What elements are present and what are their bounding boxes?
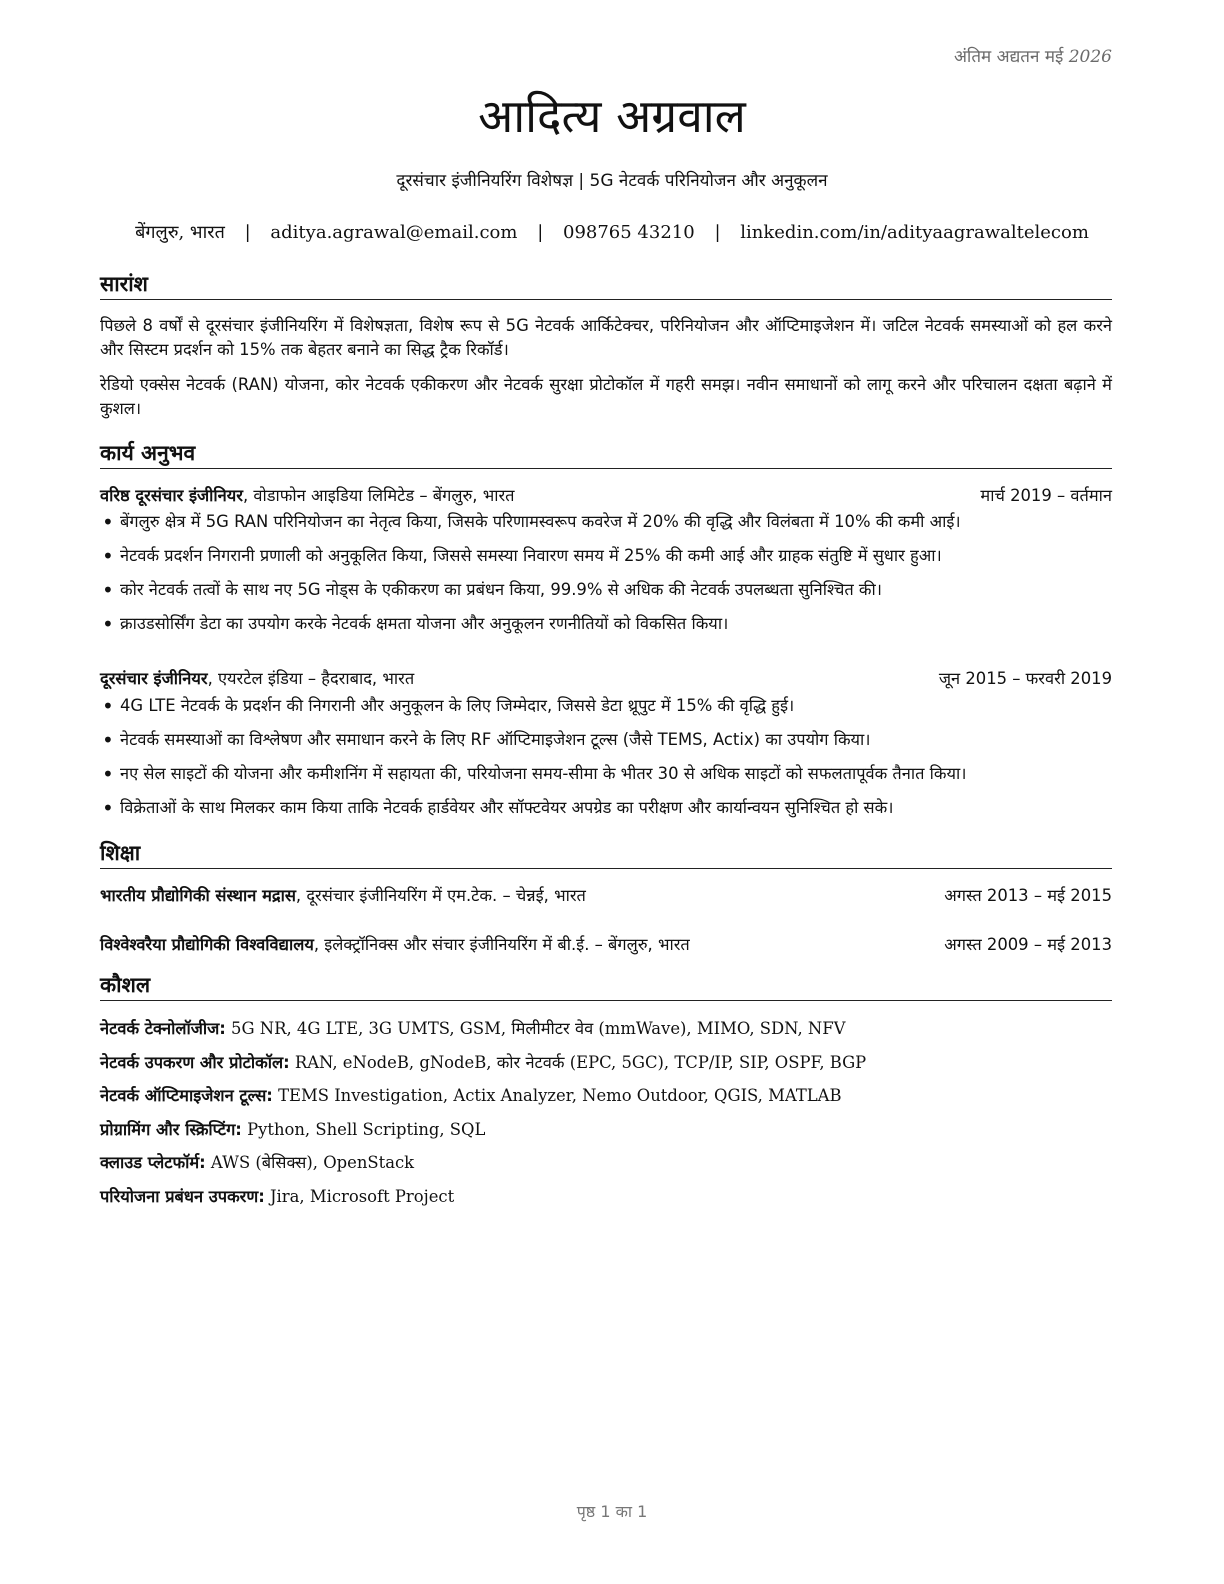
contact-email[interactable]: aditya.agrawal@email.com	[270, 222, 518, 243]
summary-paragraph: पिछले 8 वर्षों से दूरसंचार इंजीनियरिंग में विशेषज्ञता, विशेष रूप से 5G नेटवर्क आर्किटेक्चर, परिनियोजन और ऑप्टिमाइजेशन में। जटिल नेटवर्क समस्याओं को हल करने और सिस्टम प्रदर्शन को 15% तक बेहतर बनाने का सिद्ध ट्रैक रिकॉर्ड।	[100, 316, 1112, 359]
job-title: दूरसंचार इंजीनियर	[100, 669, 208, 688]
skill-label: नेटवर्क उपकरण और प्रोटोकॉल:	[100, 1052, 290, 1072]
list-item: • 4G LTE नेटवर्क के प्रदर्शन की निगरानी और अनुकूलन के लिए जिम्मेदार, जिससे डेटा थ्रूपुट में 15% की वृद्धि हुई।	[100, 689, 1112, 723]
skill-row	[100, 1079, 1112, 1113]
section-heading-experience: कार्य अनुभव	[100, 440, 1112, 469]
skill-label: नेटवर्क ऑप्टिमाइजेशन टूल्स:	[100, 1086, 273, 1106]
job-bullets	[100, 505, 1112, 641]
list-item: • विक्रेताओं के साथ मिलकर काम किया ताकि नेटवर्क हार्डवेयर और सॉफ्टवेयर अपग्रेड का परीक्षण और कार्यान्वयन सुनिश्चित हो सके।	[100, 791, 1112, 825]
education-dates: अगस्त 2013 – मई 2015	[944, 886, 1112, 905]
skill-label: परियोजना प्रबंधन उपकरण:	[100, 1186, 265, 1206]
section-heading-summary: सारांश	[100, 271, 1112, 300]
list-item: • बेंगलुरु क्षेत्र में 5G RAN परिनियोजन का नेतृत्व किया, जिसके परिणामस्वरूप कवरेज में 20% की वृद्धि और विलंबता में 10% की कमी आई।	[100, 505, 1112, 539]
skill-value: 5G NR, 4G LTE, 3G UMTS, GSM, मिलीमीटर वेव (mmWave), MIMO, SDN, NFV	[225, 1019, 846, 1038]
job-title: वरिष्ठ दूरसंचार इंजीनियर	[100, 486, 243, 505]
job-bullets	[100, 689, 1112, 825]
candidate-name: आदित्य अग्रवाल	[478, 89, 746, 143]
skill-label: प्रोग्रामिंग और स्क्रिप्टिंग:	[100, 1119, 242, 1139]
job-org: , वोडाफोन आइडिया लिमिटेड – बेंगलुरु, भारत	[242, 486, 515, 505]
job-header	[100, 483, 1112, 506]
education-entry	[100, 883, 1112, 906]
education-detail: , दूरसंचार इंजीनियरिंग में एम.टेक. – चेन्नई, भारत	[295, 886, 586, 905]
contact-separator: |	[537, 222, 544, 243]
skill-value: AWS (बेसिक्स), OpenStack	[205, 1153, 415, 1173]
contact-phone: 098765 43210	[563, 222, 695, 243]
education-institution: विश्वेश्वरैया प्रौद्योगिकी विश्वविद्यालय	[100, 935, 314, 954]
last-updated-year: 2026	[1068, 47, 1112, 67]
job-org: , एयरटेल इंडिया – हैदराबाद, भारत	[207, 669, 415, 688]
skill-value: Jira, Microsoft Project	[264, 1186, 455, 1206]
list-item: • कोर नेटवर्क तत्वों के साथ नए 5G नोड्स के एकीकरण का प्रबंधन किया, 99.9% से अधिक की नेटवर्क उपलब्धता सुनिश्चित की।	[100, 573, 1112, 607]
list-item: • नए सेल साइटों की योजना और कमीशनिंग में सहायता की, परियोजना समय-सीमा के भीतर 30 से अधिक साइटों को सफलतापूर्वक तैनात किया।	[100, 757, 1112, 791]
summary-paragraph: रेडियो एक्सेस नेटवर्क (RAN) योजना, कोर नेटवर्क एकीकरण और नेटवर्क सुरक्षा प्रोटोकॉल में गहरी समझ। नवीन समाधानों को लागू करने और परिचालन दक्षता बढ़ाने में कुशल।	[100, 375, 1112, 418]
skill-value: TEMS Investigation, Actix Analyzer, Nemo Outdoor, QGIS, MATLAB	[272, 1086, 842, 1106]
skills-list	[100, 1012, 1112, 1214]
skill-value: Python, Shell Scripting, SQL	[241, 1119, 486, 1139]
contact-line	[0, 220, 1224, 244]
skill-value: RAN, eNodeB, gNodeB, कोर नेटवर्क (EPC, 5GC), TCP/IP, SIP, OSPF, BGP	[289, 1052, 867, 1072]
education-detail: , इलेक्ट्रॉनिक्स और संचार इंजीनियरिंग में बी.ई. – बेंगलुरु, भारत	[313, 935, 690, 954]
education-institution: भारतीय प्रौद्योगिकी संस्थान मद्रास	[100, 886, 296, 905]
section-heading-education: शिक्षा	[100, 840, 1112, 869]
skill-row	[100, 1012, 1112, 1046]
last-updated-label: अंतिम अद्यतन मई	[953, 47, 1064, 67]
job-dates: जून 2015 – फरवरी 2019	[938, 669, 1112, 688]
skill-label: क्लाउड प्लेटफॉर्म:	[100, 1153, 206, 1173]
page-number: पृष्ठ 1 का 1	[576, 1502, 648, 1521]
contact-separator: |	[244, 222, 251, 243]
list-item: • नेटवर्क समस्याओं का विश्लेषण और समाधान करने के लिए RF ऑप्टिमाइजेशन टूल्स (जैसे TEMS, Actix) का उपयोग किया।	[100, 723, 1112, 757]
skill-row	[100, 1046, 1112, 1080]
skill-row	[100, 1113, 1112, 1147]
list-item: • क्राउडसोर्सिंग डेटा का उपयोग करके नेटवर्क क्षमता योजना और अनुकूलन रणनीतियों को विकसित किया।	[100, 607, 1112, 641]
job-dates: मार्च 2019 – वर्तमान	[980, 486, 1112, 505]
education-dates: अगस्त 2009 – मई 2013	[944, 935, 1112, 954]
skill-row	[100, 1146, 1112, 1180]
skill-label: नेटवर्क टेक्नोलॉजीज:	[100, 1019, 226, 1038]
job-header	[100, 666, 1112, 689]
contact-location: बेंगलुरु, भारत	[135, 222, 225, 243]
candidate-tagline: दूरसंचार इंजीनियरिंग विशेषज्ञ | 5G नेटवर्क परिनियोजन और अनुकूलन	[396, 171, 828, 191]
skill-row	[100, 1180, 1112, 1214]
education-entry	[100, 932, 1112, 955]
last-updated	[954, 44, 1112, 67]
contact-separator: |	[714, 222, 721, 243]
list-item: • नेटवर्क प्रदर्शन निगरानी प्रणाली को अनुकूलित किया, जिससे समस्या निवारण समय में 25% की कमी आई और ग्राहक संतुष्टि में सुधार हुआ।	[100, 539, 1112, 573]
contact-linkedin[interactable]: linkedin.com/in/adityaagrawaltelecom	[740, 222, 1089, 243]
section-heading-skills: कौशल	[100, 972, 1112, 1001]
